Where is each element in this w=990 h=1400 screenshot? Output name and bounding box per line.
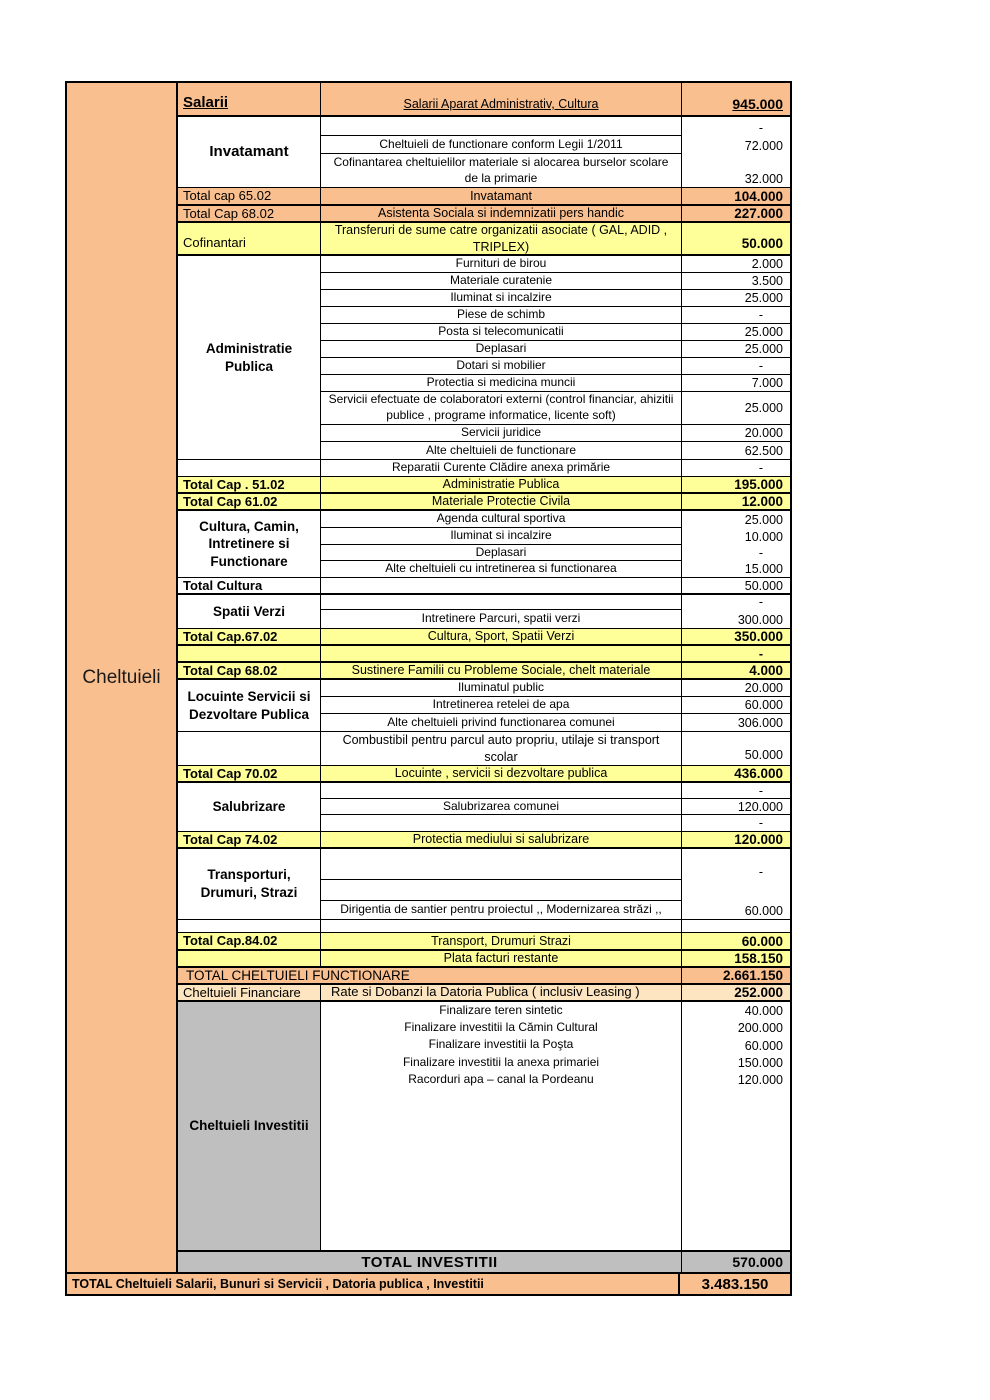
sub-row [321, 1002, 682, 1019]
amount-value: 60.000 [744, 1039, 783, 1053]
sub-row [321, 880, 682, 901]
sub-row [321, 595, 682, 610]
description-cell [321, 880, 682, 900]
amount-cell: 12.000 [741, 494, 783, 509]
row-spatii-verzi [178, 595, 790, 629]
category-cell: Total cap 65.02 [178, 188, 321, 204]
budget-table-body [67, 83, 790, 1272]
row-combustibil [178, 732, 790, 766]
sub-row [321, 815, 790, 831]
description-cell: Intretinerea retelei de apa [321, 697, 682, 713]
description-cell: Finalizare teren sintetic [321, 1002, 682, 1019]
sub-row [321, 1019, 682, 1036]
amount-cell: 60.000 [744, 698, 783, 712]
sub-row [321, 392, 790, 425]
sub-row [321, 849, 682, 880]
category-cell: Total Cultura [178, 578, 321, 593]
sub-row [321, 307, 790, 324]
description-cell: Invatamant [321, 188, 682, 204]
amount-cell: 20.000 [744, 681, 783, 695]
category-cell: Invatamant [178, 117, 321, 187]
amount-cell: 25.000 [744, 342, 783, 356]
amount-value: - [758, 121, 763, 135]
row-invatamant [178, 117, 790, 188]
category-cell: Total Cap 68.02 [178, 663, 321, 678]
description-cell: Reparatii Curente Clădire anexa primărie [321, 460, 682, 476]
amount-value: 25.000 [744, 513, 783, 527]
row-empty-yellow [178, 646, 790, 663]
sub-row [321, 256, 790, 273]
description-cell: Transferuri de sume catre organizatii asociate ( GAL, ADID , TRIPLEX) [321, 223, 682, 254]
category-cell: Spatii Verzi [178, 595, 321, 628]
description-cell [321, 117, 682, 135]
amount-cell: 20.000 [744, 426, 783, 440]
sub-row [321, 442, 790, 459]
amount-cell: - [758, 359, 763, 373]
amount-cell: 25.000 [744, 401, 783, 415]
row-administratie-publica [178, 256, 790, 460]
sub-row [321, 528, 682, 545]
amount-cell-merged [682, 595, 790, 628]
amount-cell: 306.000 [737, 715, 783, 730]
description-cell: Materiale curatenie [321, 273, 682, 289]
amount-cell: 120.000 [734, 832, 783, 847]
sub-row [321, 324, 790, 341]
row-salarii [178, 83, 790, 117]
description-cell: Piese de schimb [321, 307, 682, 323]
description-cell: Dotari si mobilier [321, 358, 682, 374]
sub-row [321, 783, 790, 799]
amount-value: 60.000 [744, 904, 783, 918]
amount-value: - [758, 546, 763, 560]
description-cell: Deplasari [321, 341, 682, 357]
description-cell: Locuinte , servicii si dezvoltare publica [321, 766, 682, 781]
amount-cell: 50.000 [744, 578, 783, 593]
amount-cell: 104.000 [734, 188, 783, 204]
amount-cell-merged [682, 1002, 790, 1250]
amount-cell: 350.000 [734, 629, 783, 644]
sub-row [321, 154, 682, 187]
grand-total-row [67, 1272, 790, 1294]
row-financiare [178, 985, 790, 1002]
sub-row [321, 425, 790, 442]
budget-sheet [65, 81, 792, 1296]
row-transporturi [178, 849, 790, 920]
description-cell [321, 849, 682, 879]
row-total-cap-51-02 [178, 477, 790, 494]
sub-row [321, 680, 790, 697]
description-cell: Finalizare investitii la Poşta [321, 1036, 682, 1054]
description-rows [321, 256, 790, 459]
amount-cell [682, 920, 790, 932]
description-cell: Protectia si medicina muncii [321, 375, 682, 391]
category-cell: Cheltuieli Financiare [178, 985, 321, 1000]
sub-row [321, 511, 682, 528]
description-cell: Materiale Protectie Civila [321, 494, 682, 509]
description-cell: Posta si telecomunicatii [321, 324, 682, 340]
left-column [67, 83, 178, 1272]
row-total-cap-67-02 [178, 629, 790, 646]
description-cell: Alte cheltuieli cu intretinerea si functionarea [321, 561, 682, 577]
sub-row [321, 341, 790, 358]
left-column-label: Cheltuieli [82, 666, 161, 688]
description-cell: Cofinantarea cheltuielilor materiale si alocarea burselor scolare de la primarie [321, 154, 682, 187]
sub-row [321, 714, 790, 731]
description-rows [321, 511, 682, 577]
description-cell: Dirigentia de santier pentru proiectul ,, Modernizarea străzi ,, [321, 901, 682, 919]
table-main [178, 83, 790, 1272]
row-total-cap-68-02-a [178, 206, 790, 223]
sub-row [321, 1054, 682, 1071]
description-rows [321, 595, 682, 628]
description-cell: Alte cheltuieli privind functionarea comunei [321, 714, 682, 731]
amount-cell: 50.000 [744, 748, 783, 762]
row-total-cap-61-02 [178, 494, 790, 511]
amount-value: 200.000 [737, 1021, 783, 1035]
category-cell: Transporturi, Drumuri, Strazi [178, 849, 321, 919]
description-cell: Racorduri apa – canal la Pordeanu [321, 1071, 682, 1088]
amount-cell-merged [682, 511, 790, 577]
description-cell [321, 815, 682, 831]
amount-value: 72.000 [744, 139, 783, 153]
grand-total-amount: 3.483.150 [701, 1275, 769, 1293]
description-cell: Agenda cultural sportiva [321, 511, 682, 527]
amount-cell: 945.000 [732, 96, 783, 112]
category-cell: Total Cap 61.02 [178, 494, 321, 509]
amount-cell: 120.000 [737, 799, 783, 814]
sub-row [321, 273, 790, 290]
description-cell: Iluminat si incalzire [321, 528, 682, 544]
row-salubrizare [178, 783, 790, 832]
sub-row [321, 901, 682, 919]
category-cell [178, 951, 321, 966]
amount-cell: - [758, 308, 763, 322]
description-cell: Deplasari [321, 545, 682, 560]
row-total-investitii [178, 1252, 790, 1272]
row-total-cap-84-02 [178, 933, 790, 951]
description-rows [321, 117, 682, 187]
sub-row [321, 358, 790, 375]
sub-row [321, 1036, 682, 1054]
amount-cell: 4.000 [749, 663, 783, 678]
sub-row [321, 561, 682, 577]
amount-cell: 62.500 [744, 443, 783, 458]
row-total-cap-65-02 [178, 188, 790, 206]
amount-cell: 60.000 [741, 933, 783, 949]
category-cell: Total Cap 70.02 [178, 766, 321, 781]
description-cell: Finalizare investitii la anexa primariei [321, 1054, 682, 1071]
amount-cell: 2.661.150 [722, 968, 783, 983]
sub-row [321, 290, 790, 307]
description-cell: Sustinere Familii cu Probleme Sociale, chelt materiale [321, 663, 682, 678]
category-cell: Total Cap.84.02 [178, 933, 321, 949]
row-locuinte [178, 680, 790, 732]
description-cell: Servicii efectuate de colaboratori externi (control financiar, ahizitii publice , programe informatice, licente soft) [321, 392, 682, 424]
sub-row [321, 136, 682, 154]
category-cell: Cofinantari [178, 223, 321, 254]
description-cell: Salarii Aparat Administrativ, Cultura [321, 83, 682, 115]
budget-table [65, 81, 792, 1296]
amount-value: 300.000 [737, 613, 783, 627]
description-cell: Salubrizarea comunei [321, 799, 682, 814]
amount-value: 40.000 [744, 1004, 783, 1018]
amount-value: 10.000 [744, 530, 783, 544]
sub-row [321, 610, 682, 628]
amount-cell: 3.500 [751, 274, 783, 288]
amount-cell: 50.000 [741, 236, 783, 251]
amount-cell: 227.000 [734, 206, 783, 221]
description-cell: Furnituri de birou [321, 256, 682, 272]
row-cultura [178, 511, 790, 578]
category-cell: Cheltuieli Investitii [178, 1002, 321, 1250]
amount-cell: 2.000 [751, 257, 783, 271]
description-cell [321, 1088, 682, 1250]
amount-value: - [758, 595, 763, 609]
grand-total-label: TOTAL Cheltuieli Salarii, Bunuri si Servicii , Datoria publica , Investitii [67, 1274, 680, 1294]
amount-cell-merged [682, 117, 790, 187]
description-cell: Cheltuieli de functionare conform Legii 1/2011 [321, 136, 682, 153]
sub-row [321, 117, 682, 136]
category-cell [178, 460, 321, 476]
description-rows [321, 680, 790, 731]
category-cell: Administratie Publica [178, 256, 321, 459]
description-cell: Protectia mediului si salubrizare [321, 832, 682, 847]
sub-row [321, 799, 790, 815]
description-cell: Combustibil pentru parcul auto propriu, utilaje si transport scolar [321, 732, 682, 765]
description-cell [321, 646, 682, 661]
category-cell: Total Cap 74.02 [178, 832, 321, 847]
row-total-cap-68-02-b [178, 663, 790, 680]
description-cell: Cultura, Sport, Spatii Verzi [321, 629, 682, 644]
row-total-cap-74-02 [178, 832, 790, 849]
description-cell [321, 920, 682, 932]
description-cell: Alte cheltuieli de functionare [321, 442, 682, 459]
row-empty-white [178, 920, 790, 933]
amount-cell: 25.000 [744, 291, 783, 305]
description-cell: Rate si Dobanzi la Datoria Publica ( inclusiv Leasing ) [321, 985, 682, 1000]
row-investitii [178, 1002, 790, 1252]
amount-cell: 252.000 [734, 985, 783, 1000]
amount-cell: - [758, 461, 763, 475]
description-cell: Iluminat si incalzire [321, 290, 682, 306]
amount-cell: 570.000 [732, 1254, 783, 1270]
category-cell: Salubrizare [178, 783, 321, 831]
description-cell: Finalizare investitii la Cămin Cultural [321, 1019, 682, 1036]
description-cell: Administratie Publica [321, 477, 682, 492]
row-total-cultura [178, 578, 790, 595]
category-cell: Total Cap 68.02 [178, 206, 321, 221]
sub-row [321, 1088, 682, 1250]
description-cell [321, 783, 682, 798]
description-cell: Intretinere Parcuri, spatii verzi [321, 610, 682, 628]
row-total-functionare [178, 968, 790, 985]
description-cell: Asistenta Sociala si indemnizatii pers handic [321, 206, 682, 221]
amount-cell: 436.000 [734, 766, 783, 781]
description-rows [321, 783, 790, 831]
row-label: TOTAL INVESTITII [178, 1252, 682, 1272]
amount-cell: 7.000 [751, 376, 783, 390]
amount-value: 150.000 [737, 1056, 783, 1070]
description-cell [321, 578, 682, 593]
amount-value [682, 1088, 790, 1250]
amount-cell: 195.000 [734, 477, 783, 492]
description-rows [321, 1002, 682, 1250]
category-cell [178, 920, 321, 932]
amount-value: - [758, 865, 763, 879]
category-cell: Locuinte Servicii si Dezvoltare Publica [178, 680, 321, 731]
amount-cell: - [758, 816, 763, 830]
category-cell: Salarii [178, 83, 321, 115]
description-cell [321, 595, 682, 609]
amount-value: 15.000 [744, 562, 783, 576]
category-cell: Cultura, Camin, Intretinere si Functionare [178, 511, 321, 577]
row-cofinantari [178, 223, 790, 256]
amount-cell: - [758, 783, 763, 798]
amount-cell: 25.000 [744, 325, 783, 339]
row-plata-facturi [178, 951, 790, 968]
description-cell: Plata facturi restante [321, 951, 682, 966]
category-cell: Total Cap.67.02 [178, 629, 321, 644]
amount-cell-merged [682, 849, 790, 919]
row-total-cap-70-02 [178, 766, 790, 783]
sub-row [321, 697, 790, 714]
sub-row [321, 1071, 682, 1088]
description-rows [321, 849, 682, 919]
amount-cell: 158.150 [734, 951, 783, 966]
description-cell: Transport, Drumuri Strazi [321, 933, 682, 949]
sub-row [321, 375, 790, 392]
amount-cell: - [758, 646, 763, 661]
category-cell [178, 646, 321, 661]
category-cell: Total Cap . 51.02 [178, 477, 321, 492]
description-cell: Iluminatul public [321, 680, 682, 696]
amount-value [682, 880, 790, 901]
row-label: TOTAL CHELTUIELI FUNCTIONARE [178, 968, 682, 983]
sub-row [321, 545, 682, 561]
amount-value: 32.000 [744, 172, 783, 186]
row-reparatii [178, 460, 790, 477]
description-cell: Servicii juridice [321, 425, 682, 441]
amount-value: 120.000 [737, 1073, 783, 1087]
category-cell [178, 732, 321, 765]
